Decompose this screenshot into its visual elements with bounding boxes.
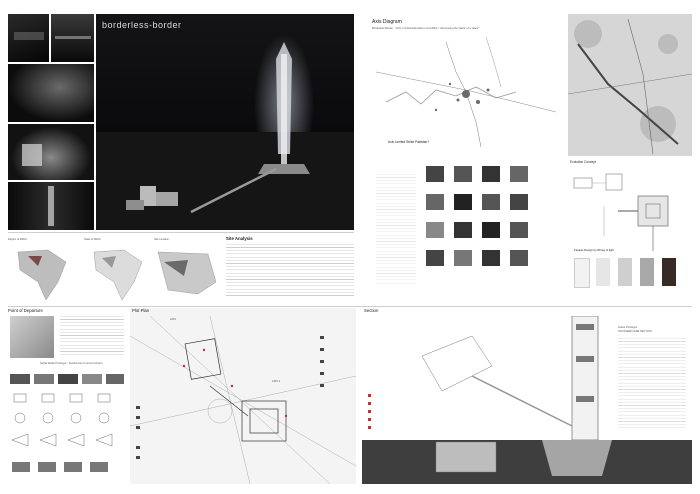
section-side-subtitle: SOUTHERN SIDE SECTION [618,330,652,333]
thumbnail-2 [51,14,94,62]
map-label-2: State of INDIA [84,238,101,241]
evolution-concept [568,158,692,298]
map-label-3: Site Location [154,238,169,241]
axis-subtitle: Borderless Border : "Axis" (continental pattern of conflict) / "discovering the 'place' of a 'place'" [372,27,480,30]
evolution-label: Evolution Concept [570,160,596,164]
thumbnail-3 [8,64,94,122]
plot-north-label: AXIS [170,318,176,321]
hero-title: borderless-border [102,20,182,30]
thumbnail-column [8,14,94,230]
india-maps [8,242,220,306]
site-analysis [226,236,354,306]
site-analysis-text [226,244,354,296]
plot-heading: Plot Plan [132,308,150,313]
india-maps-row [8,236,220,306]
satellite-map-graphic [568,14,692,156]
axis-heading: Axis Diagram [372,19,402,25]
map-label-1: Region of INDIA [8,238,27,241]
departure-panel [8,308,126,484]
divider-2 [8,306,692,307]
satellite-map [568,14,692,156]
divider-1 [8,232,354,233]
plot-plan-drawing [130,316,356,484]
thumbnail-4 [8,124,94,180]
site-analysis-heading: Site Analysis [226,236,253,241]
section-notes [618,338,686,428]
axis-photo-grid [426,166,546,286]
axis-map [366,32,562,152]
facade-swatches [574,258,692,288]
departure-photo-strip [10,374,124,384]
departure-subtitle: Social Death Prototype : Social Issue to Good Content [40,362,103,365]
section-side-title: Indoor Prototype [618,326,638,329]
plot-axis-label: AXIS 2 [272,380,281,383]
thumbnail-1 [8,14,49,62]
plot-plan-panel [130,308,356,484]
axis-diagram-panel [366,14,562,304]
axis-panel-label: Axis Limited Strike Pakistan? [388,140,430,144]
departure-heading: Point of Departure [8,308,43,313]
hero-scene [96,14,354,230]
thumbnail-5 [8,182,94,230]
facade-label: Facade Design by Rhreq of light [574,248,614,252]
axis-notes [376,174,416,284]
departure-text [60,316,124,356]
evolution-diagram [568,166,692,256]
section-panel [362,308,692,484]
departure-photo [10,316,54,358]
departure-sketches [8,390,126,482]
section-heading: Section [364,308,379,313]
hero-render [96,14,354,230]
